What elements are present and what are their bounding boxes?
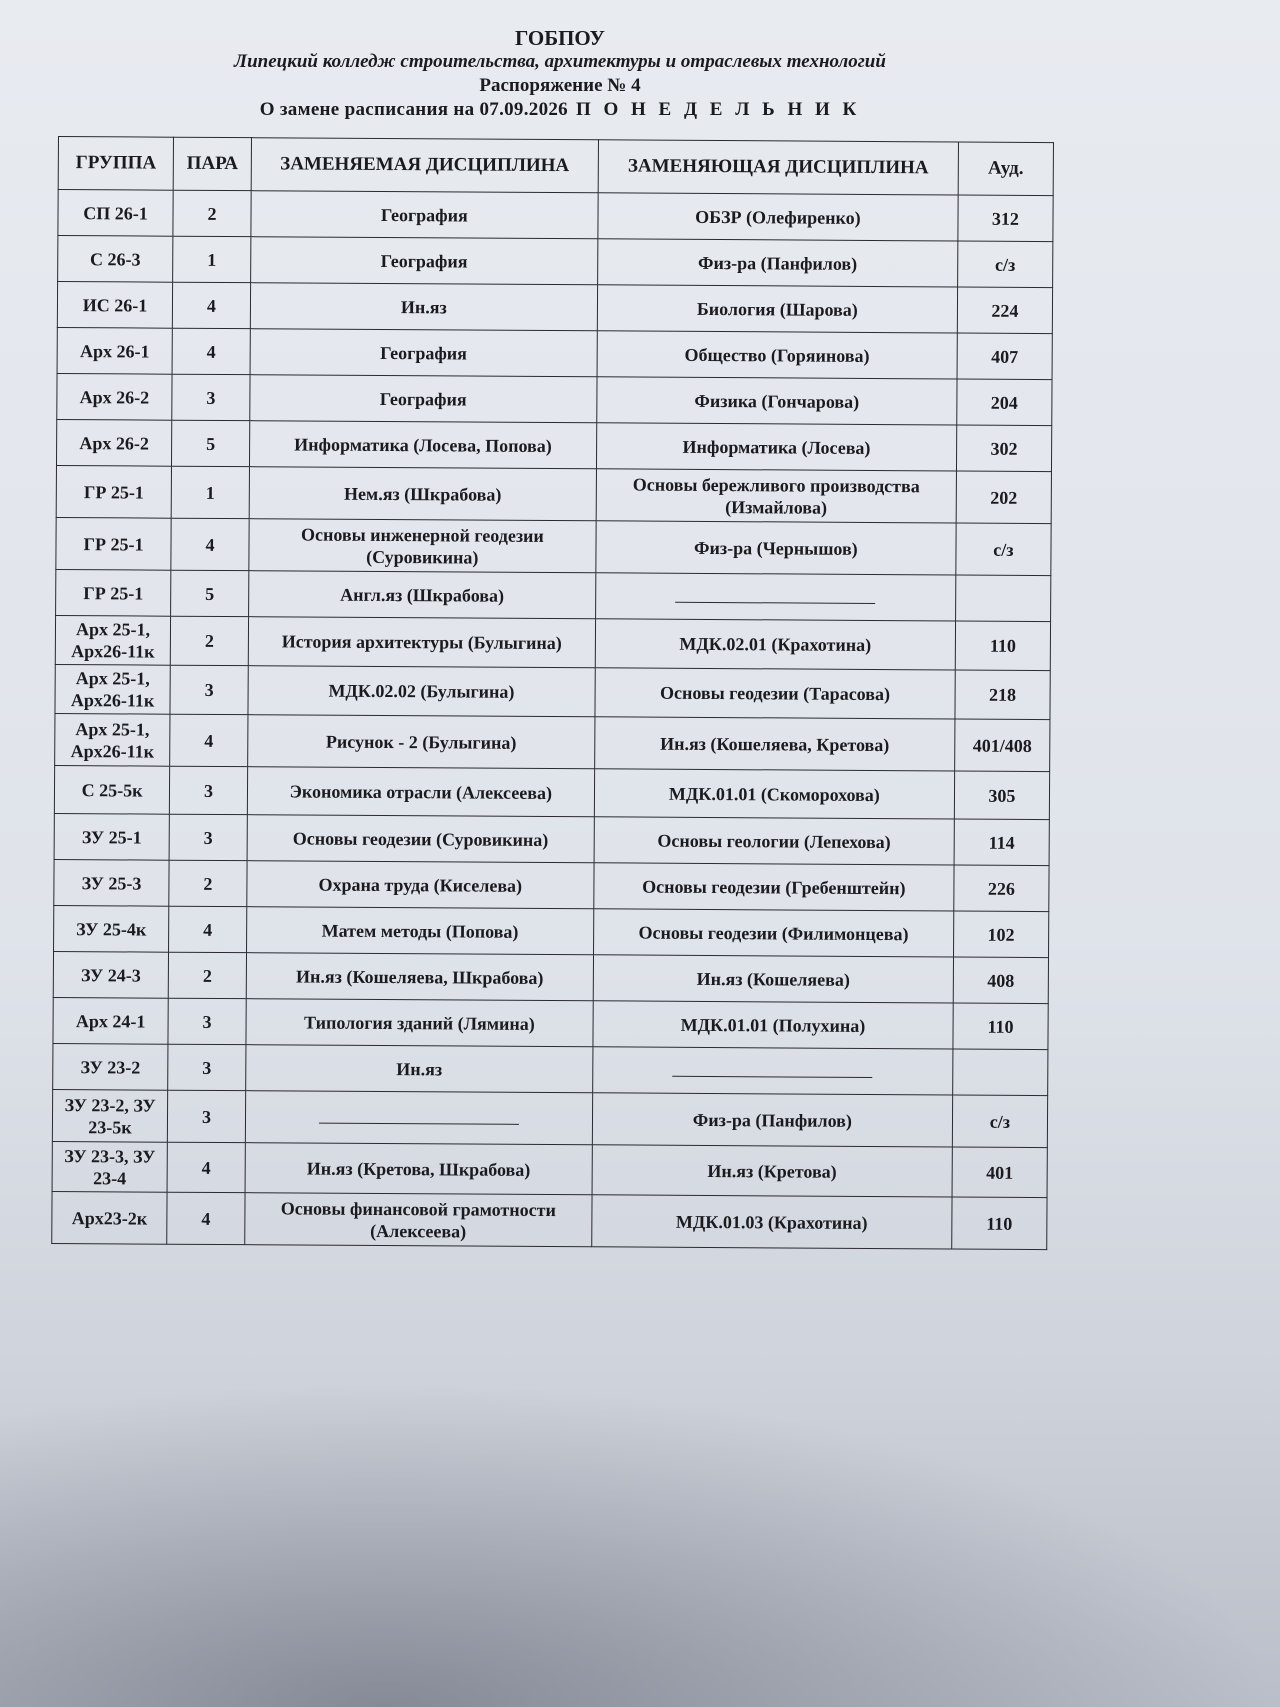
cell-para-text: 4 [206,341,216,362]
cell-group [53,1043,168,1090]
cell-para [169,906,247,952]
cell-para [173,190,251,236]
cell-room-text: 110 [987,1016,1014,1037]
cell-replaced-discipline-text: Матем методы (Попова) [321,920,519,942]
cell-replacing-discipline [597,377,957,425]
cell-para-text: 3 [203,827,213,848]
cell-group [54,813,169,860]
cell-group-text: Арх 26-2 [79,386,150,408]
cell-replacing-discipline-text: МДК.01.01 (Скоморохова) [668,783,880,805]
cell-para-text: 4 [206,295,217,316]
cell-para [168,1044,246,1090]
cell-para [171,570,249,616]
cell-group-text: Арх23-2к [71,1207,148,1229]
cell-replaced-discipline [246,1045,593,1093]
table-header-row [58,137,1053,196]
cell-replaced-discipline-text: География [380,342,468,364]
cell-group [52,1089,167,1142]
cell-replaced-discipline [247,815,594,863]
cell-replaced-discipline-text: Нем.яз (Шкрабова) [343,483,502,505]
cell-replacing-discipline [594,817,954,865]
table-row [57,373,1052,425]
cell-replacing-discipline-text: Основы геологии (Лепехова) [657,830,891,852]
cell-room-text: с/з [993,539,1014,560]
cell-para-text: 2 [204,630,214,651]
college-name: Липецкий колледж строительства, архитектуры и отраслевых технологий [234,51,886,72]
cell-replaced-discipline-text: Ин.яз [400,296,447,317]
cell-group-text: С 25-5к [81,779,143,801]
cell-replaced-discipline-text: Рисунок - 2 (Булыгина) [325,731,517,753]
cell-replacing-discipline-text: Физика (Гончарова) [694,390,860,412]
cell-replaced-discipline-text: Ин.яз (Кретова, Шкрабова) [306,1158,531,1180]
table-row [56,465,1051,523]
cell-para-text: 3 [206,387,216,408]
cell-group [55,615,170,665]
cell-room [954,771,1049,820]
cell-room [957,333,1052,380]
cell-replaced-discipline [245,1143,592,1195]
col-header-replaced: ЗАМЕНЯЕМАЯ ДИСЦИПЛИНА [251,138,598,193]
table-row [53,997,1048,1049]
cell-room [954,865,1049,912]
cell-group [55,664,170,714]
cell-room-text: 114 [988,832,1015,853]
cell-replaced-discipline-text: Англ.яз (Шкрабова) [340,584,505,606]
cell-room [953,911,1048,958]
cell-group-text: СП 26-1 [83,202,148,224]
cell-replaced-discipline-text: История архитектуры (Булыгина) [281,631,562,654]
cell-replacing-discipline [594,863,954,911]
cell-room [955,719,1050,772]
org-name: ГОБПОУ [515,26,605,50]
cell-group-text: ГР 25-1 [83,533,144,555]
cell-para [169,814,247,860]
cell-room [956,523,1051,576]
cell-group [52,1141,167,1192]
cell-replaced-discipline-text: МДК.02.02 (Булыгина) [328,680,515,702]
cell-para-text: 2 [207,203,217,224]
cell-group-text: ГР 25-1 [83,582,144,604]
cell-para-text: 1 [205,482,215,503]
cell-group [57,282,172,329]
cell-replaced-discipline-text: Экономика отрасли (Алексеева) [289,780,553,803]
table-row [52,1089,1047,1147]
cell-group [54,859,169,906]
cell-room [954,819,1049,866]
cell-replacing-discipline-text: Основы геодезии (Филимонцева) [638,922,909,944]
cell-group [55,713,170,766]
cell-room [955,575,1050,622]
cell-replacing-discipline-text: Физ-ра (Чернышов) [693,537,858,559]
cell-para-text: 5 [206,433,216,454]
cell-replaced-discipline [247,861,594,909]
cell-room [957,287,1052,334]
cell-para [171,466,249,518]
cell-replaced-discipline [250,329,597,377]
cell-replacing-discipline [595,573,955,621]
cell-replacing-discipline-text: МДК.01.03 (Крахотина) [675,1211,868,1233]
cell-room-text: 401/408 [972,735,1032,756]
cell-group-text: Арх 26-1 [79,340,150,362]
cell-para [169,860,247,906]
cell-room-text: 312 [991,208,1020,229]
document-header [0,26,1120,122]
cell-replaced-discipline [249,519,596,573]
weekday: П О Н Е Д Е Л Ь Н И К [575,99,861,120]
cell-replaced-discipline [246,907,593,955]
cell-group-text: Арх 25-1, Арх26-11к [71,619,155,662]
cell-replacing-discipline [592,1093,952,1147]
table-row [58,236,1053,288]
cell-group-text: ЗУ 24-3 [80,964,141,986]
cell-group [57,327,172,374]
cell-para [167,1142,245,1192]
cell-replaced-discipline [245,1091,592,1145]
cell-room-text: 302 [990,438,1018,459]
cell-replacing-discipline [596,469,956,523]
cell-replaced-discipline [250,283,597,331]
cell-room [953,1049,1048,1096]
table-row [54,859,1049,911]
cell-replacing-discipline-text: Основы геодезии (Тарасова) [659,682,891,705]
blank-line [673,1061,873,1077]
cell-group [56,465,171,518]
cell-para [172,420,250,466]
cell-group-text: Арх 25-1, Арх26-11к [70,718,155,762]
cell-replacing-discipline [593,909,953,957]
cell-group-text: ЗУ 23-3, ЗУ 23-4 [64,1145,156,1188]
cell-room-text: 110 [989,635,1016,656]
cell-para [171,518,249,570]
table-row [56,517,1051,575]
cell-para-text: 4 [204,730,214,751]
cell-para-text: 1 [207,249,217,270]
cell-para-text: 4 [205,534,215,555]
order-number: Распоряжение № 4 [479,75,641,96]
cell-para [168,998,246,1044]
cell-group-text: Арх 26-2 [79,432,149,454]
cell-replacing-discipline-text: ОБЗР (Олефиренко) [695,206,861,228]
cell-replaced-discipline [246,999,593,1047]
cell-room-text: 408 [987,970,1015,991]
cell-replaced-discipline [248,715,595,769]
cell-group-text: ЗУ 23-2 [80,1056,141,1078]
cell-replacing-discipline [597,285,957,333]
cell-room-text: 401 [986,1162,1014,1183]
schedule-table [51,136,1054,1250]
cell-replaced-discipline-text: Основы инженерной геодезии (Суровикина) [300,523,544,568]
cell-replacing-discipline-text: Биология (Шарова) [696,298,858,320]
cell-para [172,374,250,420]
cell-para-text: 2 [202,965,212,986]
cell-replacing-discipline [597,331,957,379]
table-row [55,664,1050,719]
cell-replacing-discipline [593,1047,953,1095]
cell-replaced-discipline-text: Основы финансовой грамотности (Алексеева) [280,1197,556,1242]
cell-replaced-discipline [249,421,596,469]
cell-replacing-discipline-text: Ин.яз (Кошеляева, Кретова) [660,733,890,755]
cell-group [53,951,168,998]
cell-para [170,665,248,714]
cell-replacing-discipline-text: Основы геодезии (Гребенштейн) [642,876,906,898]
cell-replacing-discipline [596,423,956,471]
cell-group-text: Арх 24-1 [75,1010,146,1032]
order-subject: О замене расписания на 07.09.2026 [259,99,568,120]
cell-para [172,328,250,374]
cell-group-text: ЗУ 25-3 [81,872,142,894]
cell-room [953,1003,1048,1050]
table-row [54,905,1049,957]
cell-para-text: 3 [202,1057,212,1078]
cell-room-text: 110 [986,1213,1013,1234]
cell-replacing-discipline [593,1001,953,1049]
cell-replacing-discipline [595,619,955,670]
cell-replaced-discipline-text: Типология зданий (Лямина) [304,1012,535,1034]
cell-replaced-discipline [248,571,595,619]
cell-group [56,517,171,570]
cell-room-text: с/з [995,254,1016,275]
cell-room [958,195,1053,242]
cell-replacing-discipline [595,717,955,771]
cell-room-text: 305 [988,785,1016,806]
cell-room-text: 407 [991,346,1019,367]
cell-room-text: 224 [991,300,1019,321]
cell-room-text: 218 [988,684,1017,705]
cell-group-text: ИС 26-1 [82,294,148,316]
cell-replacing-discipline [593,955,953,1003]
cell-room [957,379,1052,426]
cell-room-text: 226 [987,878,1015,899]
cell-replacing-discipline-text: МДК.02.01 (Крахотина) [679,633,872,655]
cell-group [54,765,169,814]
table-row [54,813,1049,865]
cell-replaced-discipline [245,1193,592,1247]
cell-room [956,425,1051,472]
table-row [55,615,1050,670]
cell-room-text: 102 [987,924,1015,945]
cell-replacing-discipline [595,668,955,719]
cell-para-text: 4 [201,1208,211,1229]
cell-replacing-discipline-text: Основы бережливого производства (Измайлова) [632,474,920,518]
cell-replacing-discipline [596,521,956,575]
cell-para-text: 3 [203,780,214,801]
cell-para-text: 4 [203,919,213,940]
cell-room [958,241,1053,288]
cell-replacing-discipline-text: Общество (Горяинова) [684,344,870,366]
cell-replaced-discipline [247,767,594,817]
cell-para [172,282,250,328]
cell-para-text: 3 [202,1011,212,1032]
cell-replacing-discipline [592,1145,952,1197]
cell-replaced-discipline-text: География [379,388,467,410]
cell-replaced-discipline [251,191,598,239]
cell-replaced-discipline-text: Ин.яз [396,1058,443,1079]
cell-para [168,952,246,998]
cell-room [956,471,1051,524]
cell-group [53,997,168,1044]
cell-group [56,419,171,466]
table-row [57,327,1052,379]
cell-group [56,569,171,616]
table-body [52,190,1053,1250]
cell-group-text: ЗУ 25-4к [76,918,147,940]
cell-replaced-discipline-text: Охрана труда (Киселева) [318,874,523,896]
cell-replacing-discipline [597,239,957,287]
cell-replaced-discipline-text: Ин.яз (Кошеляева, Шкрабова) [295,965,544,988]
cell-replaced-discipline [249,467,596,521]
cell-group [58,190,173,237]
blank-line [676,587,876,603]
cell-replacing-discipline-text: Ин.яз (Кошеляева) [696,968,850,990]
cell-group [52,1191,167,1244]
cell-replaced-discipline-text: Основы геодезии (Суровикина) [292,827,549,850]
cell-room-text: 204 [990,392,1018,413]
cell-replacing-discipline [594,769,954,819]
col-header-room: Ауд. [958,142,1053,196]
cell-room [953,957,1048,1004]
cell-room [955,621,1050,671]
cell-room [952,1147,1047,1198]
cell-para [170,616,248,665]
col-header-para: ПАРА [173,137,251,190]
cell-room [952,1095,1047,1148]
cell-para-text: 3 [201,1106,212,1127]
cell-replaced-discipline [250,375,597,423]
cell-group-text: С 26-3 [90,248,141,270]
cell-replacing-discipline-text: Информатика (Лосева) [682,436,871,458]
cell-room-text: с/з [989,1111,1011,1132]
cell-replacing-discipline [592,1195,952,1249]
table-row [55,713,1050,771]
cell-group [58,236,173,283]
cell-replacing-discipline [598,193,958,241]
cell-replacing-discipline-text: МДК.01.01 (Полухина) [680,1014,866,1036]
cell-replacing-discipline-text: Физ-ра (Панфилов) [692,1109,853,1131]
cell-group-text: ЗУ 25-1 [81,826,142,848]
cell-group [54,905,169,952]
cell-para-text: 3 [204,679,214,700]
cell-para [173,236,251,282]
cell-replacing-discipline-text: Ин.яз (Кретова) [707,1160,837,1182]
background-shadow [0,1380,1280,1707]
cell-replaced-discipline [250,237,597,285]
table-row [52,1141,1047,1197]
blank-line [319,1108,519,1124]
cell-para-text: 2 [203,873,213,894]
cell-room [952,1197,1047,1250]
cell-group-text: ЗУ 23-2, ЗУ 23-5к [64,1094,156,1137]
table-row [56,419,1051,471]
table-row [56,569,1051,621]
cell-replacing-discipline-text: Физ-ра (Панфилов) [697,252,858,274]
col-header-replacing: ЗАМЕНЯЮЩАЯ ДИСЦИПЛИНА [598,140,958,195]
cell-group-text: Арх 25-1, Арх26-11к [70,668,155,711]
cell-para [167,1090,245,1142]
cell-replaced-discipline [248,666,595,717]
table-row [58,190,1053,242]
table-row [53,1043,1048,1095]
cell-replaced-discipline [248,617,595,668]
cell-group-text: ГР 25-1 [83,481,144,503]
cell-replaced-discipline [246,953,593,1001]
cell-para [170,714,248,766]
cell-replaced-discipline-text: География [380,204,468,226]
col-header-group: ГРУППА [58,137,173,191]
order-subject-line [0,98,1120,122]
cell-para-text: 5 [205,583,215,604]
table-row [57,282,1052,334]
cell-para [167,1192,245,1244]
cell-para [169,766,247,814]
table-row [54,765,1049,819]
cell-replaced-discipline-text: География [380,250,468,272]
table-row [52,1191,1047,1249]
cell-group [57,373,172,420]
cell-para-text: 4 [201,1157,211,1178]
cell-room [955,670,1050,720]
cell-room-text: 202 [990,487,1018,508]
table-row [53,951,1048,1003]
cell-replaced-discipline-text: Информатика (Лосева, Попова) [294,433,552,456]
